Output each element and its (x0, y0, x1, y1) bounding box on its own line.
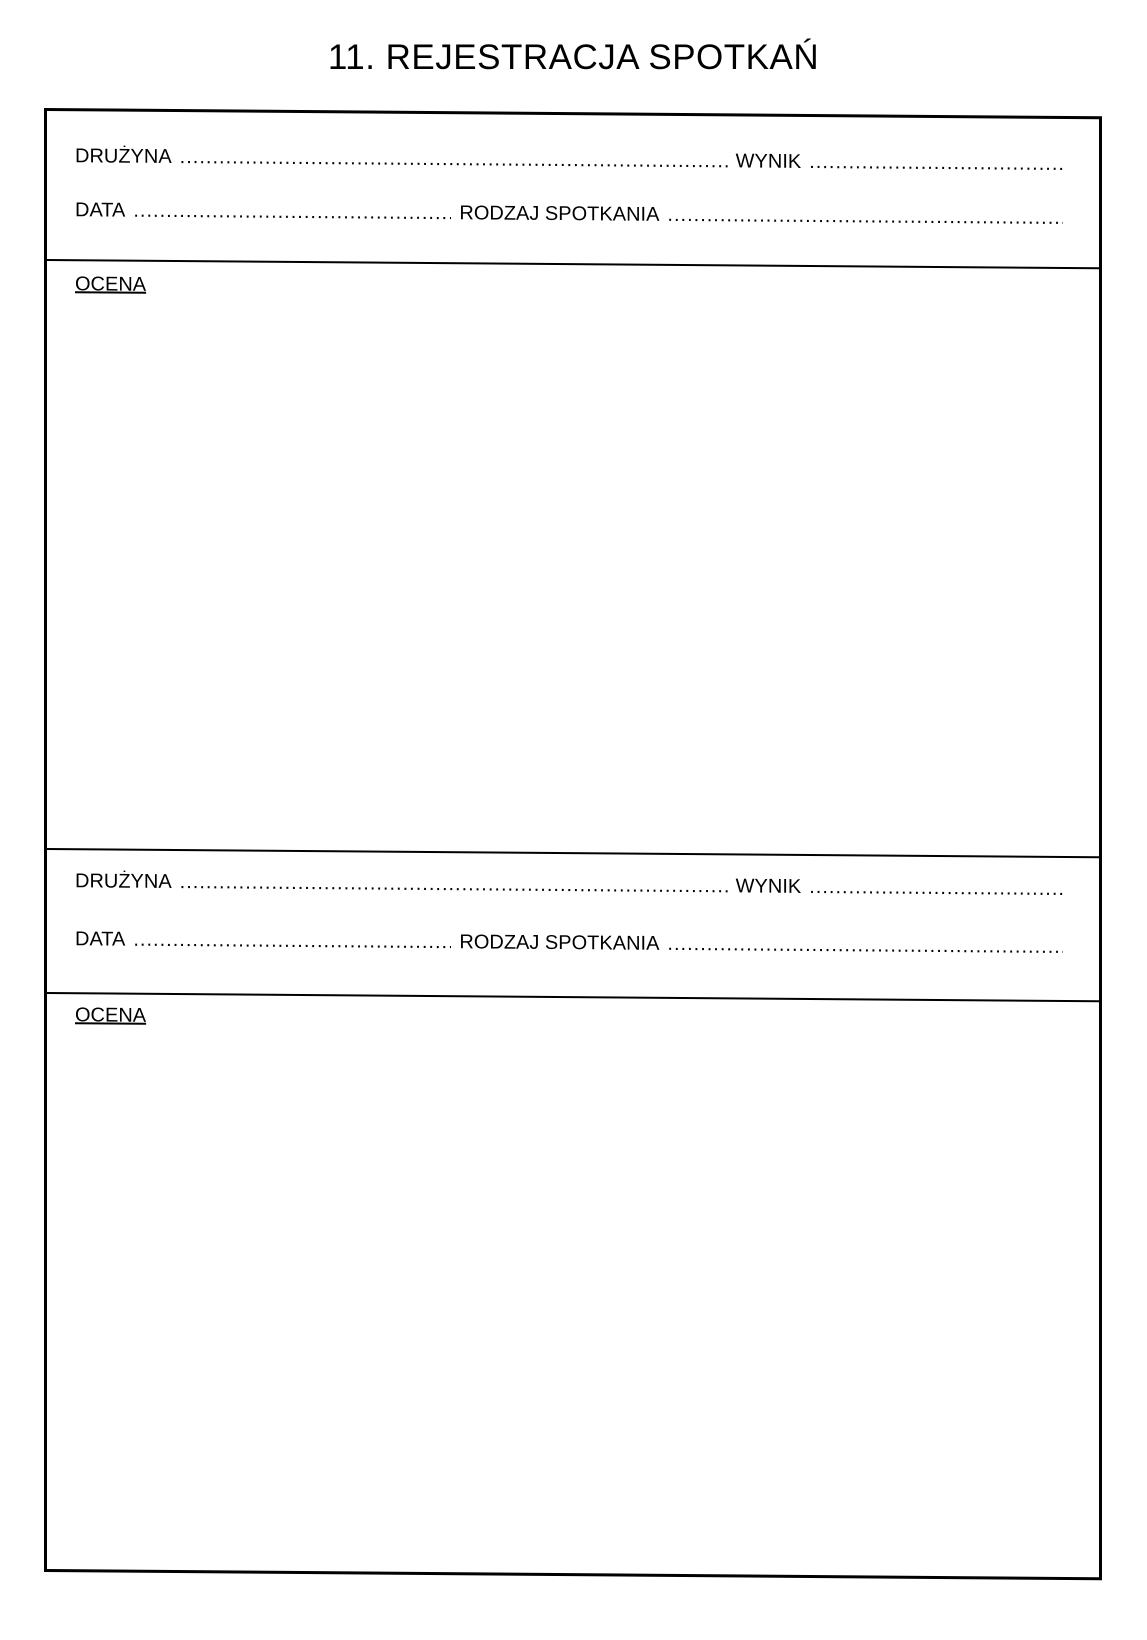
date-type-row (75, 199, 1063, 230)
result-field[interactable] (809, 876, 1063, 901)
rating-label: OCENA (75, 1004, 147, 1027)
team-field[interactable] (180, 871, 728, 898)
match-type-field[interactable] (667, 204, 1063, 230)
rating-label: OCENA (75, 273, 147, 296)
date-label: DATA (75, 928, 126, 951)
result-field[interactable] (809, 151, 1063, 176)
match-entry-header-2 (47, 848, 1099, 1002)
date-field[interactable] (133, 200, 451, 225)
page-title: 11. REJESTRACJA SPOTKAŃ (327, 38, 820, 77)
date-label: DATA (75, 199, 126, 222)
match-type-label: RODZAJ SPOTKANIA (459, 202, 660, 226)
team-result-row (75, 870, 1063, 901)
team-field[interactable] (180, 146, 728, 173)
team-label: DRUŻYNA (75, 145, 172, 169)
match-type-label: RODZAJ SPOTKANIA (459, 931, 660, 955)
match-entry-header-1 (47, 111, 1099, 269)
match-type-field[interactable] (667, 933, 1063, 959)
team-result-row (75, 145, 1063, 176)
result-label: WYNIK (735, 150, 802, 173)
date-type-row (75, 928, 1063, 959)
date-field[interactable] (133, 929, 451, 954)
match-registration-form (44, 108, 1102, 1580)
result-label: WYNIK (735, 875, 802, 898)
rating-area-1[interactable] (47, 261, 1099, 856)
rating-area-2[interactable] (47, 994, 1099, 1577)
team-label: DRUŻYNA (75, 870, 172, 894)
